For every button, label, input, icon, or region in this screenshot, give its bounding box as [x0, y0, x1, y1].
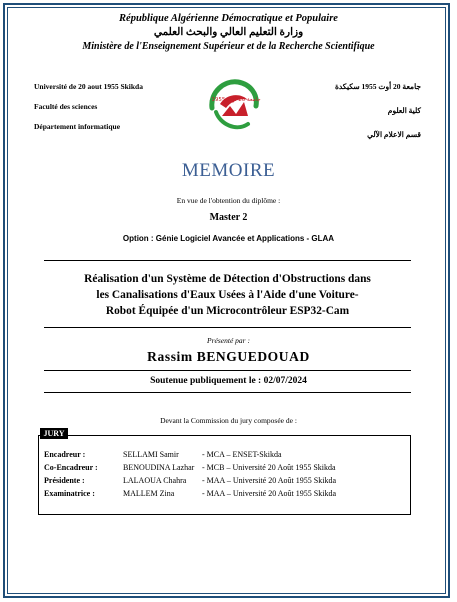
ministry-title: Ministère de l'Enseignement Supérieur et de la Recherche Scientifique — [82, 41, 375, 52]
jury-role: Présidente : — [44, 476, 85, 485]
committee-intro: Devant la Commission du jury composée de : — [160, 416, 297, 425]
jury-role: Encadreur : — [44, 450, 86, 459]
department-name-arabic: قسم الاعلام الآلي — [367, 130, 421, 139]
jury-affiliation: - MCB – Université 20 Août 1955 Skikda — [202, 463, 336, 472]
jury-name: BENOUDINA Lazhar — [123, 463, 195, 472]
jury-affiliation: - MCA – ENSET-Skikda — [202, 450, 282, 459]
title-bottom-rule — [44, 327, 411, 328]
jury-affiliation: - MAA – Université 20 Août 1955 Skikda — [202, 476, 336, 485]
title-top-rule — [44, 260, 411, 261]
jury-name: LALAOUA Chahra — [123, 476, 187, 485]
jury-role: Co-Encadreur : — [44, 463, 98, 472]
ministry-title-arabic: وزارة التعليم العالي والبحث العلمي — [153, 27, 304, 38]
thesis-title-line: Robot Équipée d'un Microcontrôleur ESP32-Cam — [105, 305, 350, 317]
university-name-arabic: جامعة 20 أوت 1955 سكيكدة — [334, 82, 421, 91]
thesis-title — [44, 271, 411, 319]
faculty-name-arabic: كلية العلوم — [387, 106, 421, 115]
republic-title: République Algérienne Démocratique et Populaire — [119, 13, 338, 24]
jury-affiliation: - MAA – Université 20 Août 1955 Skikda — [202, 489, 336, 498]
thesis-title-line: les Canalisations d'Eaux Usées à l'Aide d'une Voiture- — [96, 289, 359, 301]
degree-name: Master 2 — [209, 212, 248, 223]
defense-date: Soutenue publiquement le : 02/07/2024 — [150, 376, 307, 386]
degree-purpose: En vue de l'obtention du diplôme : — [176, 196, 281, 205]
degree-option: Option : Génie Logiciel Avancée et Applications - GLAA — [122, 234, 335, 243]
presented-by-label: Présenté par : — [207, 336, 250, 345]
university-name: Université de 20 aout 1955 Skikda — [34, 82, 143, 91]
jury-name: MALLEM Zina — [123, 489, 175, 498]
department-name: Département informatique — [34, 122, 121, 131]
faculty-name: Faculté des sciences — [34, 102, 98, 111]
university-skikda-logo — [206, 78, 262, 134]
thesis-title-line: Réalisation d'un Système de Détection d'Obstructions dans — [84, 273, 371, 285]
jury-role: Examinatrice : — [44, 489, 95, 498]
document-type: MEMOIRE — [181, 160, 276, 181]
jury-label: JURY — [40, 428, 68, 439]
author-name: Rassim BENGUEDOUAD — [147, 349, 310, 364]
logo-text: 1955 جامعة 20 أوت — [211, 97, 261, 103]
defense-rule — [44, 392, 411, 393]
jury-name: SELLAMI Samir — [123, 450, 179, 459]
author-rule — [44, 370, 411, 371]
